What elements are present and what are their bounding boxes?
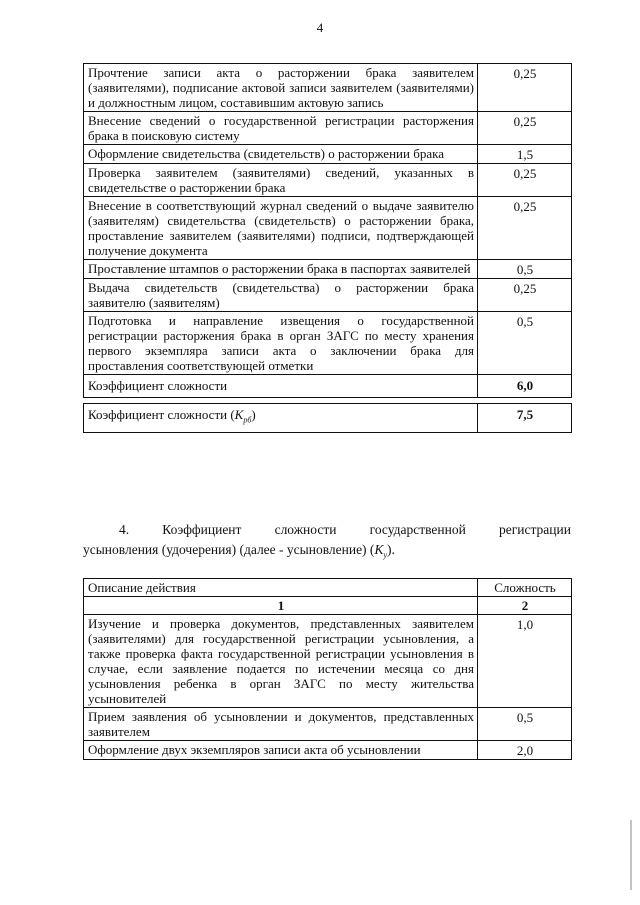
k-symbol: K [374,542,384,557]
total-value-krb: 7,5 [478,404,572,433]
section-paragraph [83,520,571,566]
action-description: Оформление двух экземпляров записи акта об усыновлении [84,741,478,760]
complexity-value: 0,5 [478,260,572,279]
table-row [84,197,572,260]
table-row [84,112,572,145]
total-label-text: Коэффициент сложности ( [88,407,235,422]
table-row [84,145,572,164]
table-row [84,279,572,312]
action-description: Выдача свидетельств (свидетельства) о расторжении брака заявителю (заявителям) [84,279,478,312]
total-row [84,375,572,398]
complexity-value: 0,25 [478,164,572,197]
action-description: Проставление штампов о расторжении брака в паспортах заявителей [84,260,478,279]
complexity-value: 0,25 [478,279,572,312]
table-row [84,312,572,375]
complexity-value: 0,5 [478,708,572,741]
total-label-end: ) [251,407,256,422]
scan-artifact [630,820,632,890]
complexity-value: 0,5 [478,312,572,375]
header-row [84,579,572,597]
paragraph-word: регистрации [498,522,571,537]
action-description: Прием заявления об усыновлении и документов, представленных заявителем [84,708,478,741]
action-description: Изучение и проверка документов, представленных заявителем (заявителями) для государственной регистрации усыновления, а также проверка факта государственной регистрации усыновления в случае, если заявление подается по истечении месяца со дня усыновления ребенка в орган ЗАГС по месту жительства усыновителей [84,615,478,708]
table-row [84,708,572,741]
complexity-value: 0,25 [478,197,572,260]
column-header-complexity: Сложность [478,579,572,597]
paragraph-number: 4. [119,522,130,537]
table-row [84,260,572,279]
column-number: 2 [478,597,572,615]
action-description: Проверка заявителем (заявителями) сведений, указанных в свидетельстве о расторжении брака [84,164,478,197]
action-description: Оформление свидетельства (свидетельств) о расторжении брака [84,145,478,164]
table-row [84,741,572,760]
k-symbol: K [234,407,244,422]
column-header-description: Описание действия [84,579,478,597]
paragraph-line2-end: ). [387,542,395,557]
paragraph-word: сложности [274,522,337,537]
action-description: Подготовка и направление извещения о государственной регистрации расторжения брака в орган ЗАГС по месту хранения первого экземпляра записи акта о заключении брака для проставления соответствующей отметки [84,312,478,375]
paragraph-word: Коэффициент [162,522,242,537]
divorce-complexity-table [83,63,572,433]
paragraph-line2: усыновления (удочерения) (далее - усыновление) ( [83,542,375,557]
table-row [84,64,572,112]
total-label: Коэффициент сложности [84,375,478,398]
complexity-value: 2,0 [478,741,572,760]
complexity-value: 1,0 [478,615,572,708]
total-row-krb [84,404,572,433]
adoption-complexity-table [83,578,572,760]
action-description: Внесение в соответствующий журнал сведений о выдаче заявителю (заявителям) свидетельства (свидетельств) о расторжении брака, проставление заявителем (заявителями) подписи, подтверждающей получение документа [84,197,478,260]
table-row [84,615,572,708]
total-label-krb [84,404,478,433]
paragraph-word: государственной [369,522,466,537]
complexity-value: 0,25 [478,64,572,112]
k-subscript: рб [243,415,252,425]
page-number: 4 [316,20,324,35]
k-subscript: у [383,550,388,560]
total-value: 6,0 [478,375,572,398]
complexity-value: 0,25 [478,112,572,145]
action-description: Прочтение записи акта о расторжении брака заявителем (заявителями), подписание актовой записи заявителем (заявителями) и должностным лицом, составившим актовую запись [84,64,478,112]
column-number: 1 [84,597,478,615]
action-description: Внесение сведений о государственной регистрации расторжения брака в поисковую систему [84,112,478,145]
column-number-row [84,597,572,615]
complexity-value: 1,5 [478,145,572,164]
table-row [84,164,572,197]
